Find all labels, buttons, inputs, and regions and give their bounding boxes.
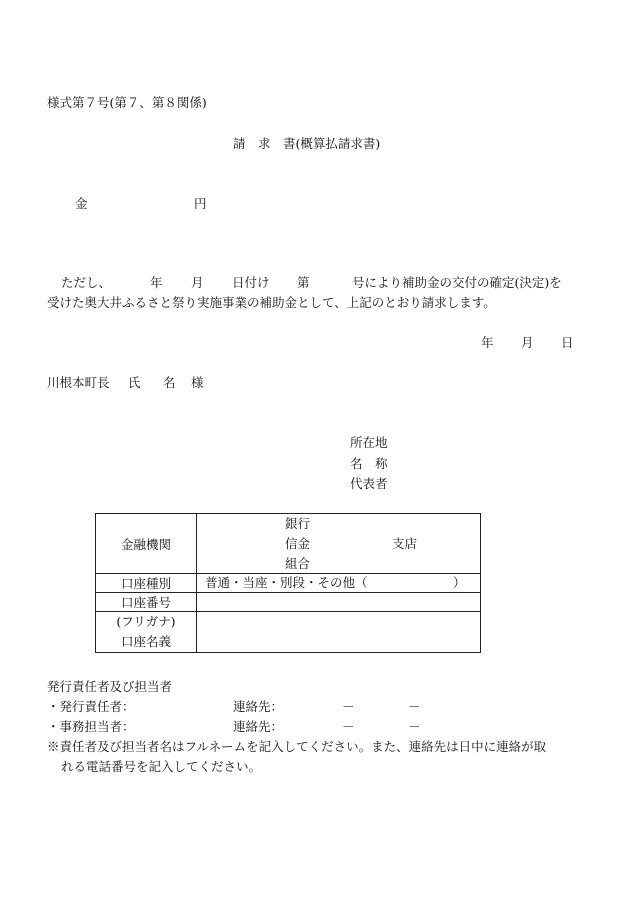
note-line-2: れる電話番号を記入してください。 [61,759,262,774]
account-type-cell [197,574,481,593]
staff-label: ・事務担当者： [47,719,135,734]
account-type-close-paren: ） [453,575,466,590]
date-year: 年 [481,335,494,350]
addressee-sama: 様 [191,375,204,390]
applicant-rep-label: 代表者 [350,476,388,491]
body-word-month: 月 [191,275,204,290]
body-word-day: 日付け [232,275,270,290]
issuer-dash-2: － [408,699,421,714]
bank-account-table [95,513,481,653]
bank-type-shinkin: 信金 [285,536,311,551]
body-word-tadashi: ただし、 [61,275,112,290]
issuer-contact-label: 連絡先： [233,699,284,714]
furigana-label: (フリガナ) [116,614,176,629]
contacts-heading: 発行責任者及び担当者 [47,679,173,694]
amount-prefix: 金 [75,196,88,211]
account-type-label: 口座種別 [96,574,197,593]
addressee-org: 川根本町長 [47,375,110,390]
staff-dash-1: － [342,719,355,734]
branch-label: 支店 [392,536,418,551]
bank-type-ginko: 銀行 [285,516,311,531]
issuer-label: ・発行責任者： [47,699,135,714]
date-day: 日 [561,335,574,350]
form-number: 様式第７号(第７、第８関係) [47,95,207,110]
staff-contact-label: 連絡先： [233,719,284,734]
addressee-shi: 氏 [128,375,141,390]
body-word-year: 年 [150,275,163,290]
bank-type-kumiai: 組合 [285,556,311,571]
account-holder-label-cell [96,612,197,653]
account-holder-cell[interactable] [197,612,481,653]
applicant-address-label: 所在地 [350,435,388,450]
staff-dash-2: － [408,719,421,734]
issuer-dash-1: － [342,699,355,714]
account-number-label: 口座番号 [96,593,197,612]
addressee-mei: 名 [163,375,176,390]
applicant-name-label: 名 称 [350,456,388,471]
body-word-go: 号により補助金の交付の確定(決定)を [352,275,562,290]
note-line-1: ※責任者及び担当者名はフルネームを記入してください。また、連絡先は日中に連絡が取 [47,739,547,754]
amount-unit: 円 [194,196,207,211]
body-word-dai: 第 [297,275,310,290]
account-type-options: 普通・当座・別段・その他（ [205,575,368,590]
account-holder-label: 口座名義 [120,634,171,649]
page-title: 請 求 書(概算払請求書) [233,136,381,151]
account-number-cell[interactable] [197,593,481,612]
institution-cell [197,514,481,574]
institution-label: 金融機関 [96,514,197,574]
date-month: 月 [521,335,534,350]
body-line-2: 受けた奥大井ふるさと祭り実施事業の補助金として、上記のとおり請求します。 [47,295,496,310]
